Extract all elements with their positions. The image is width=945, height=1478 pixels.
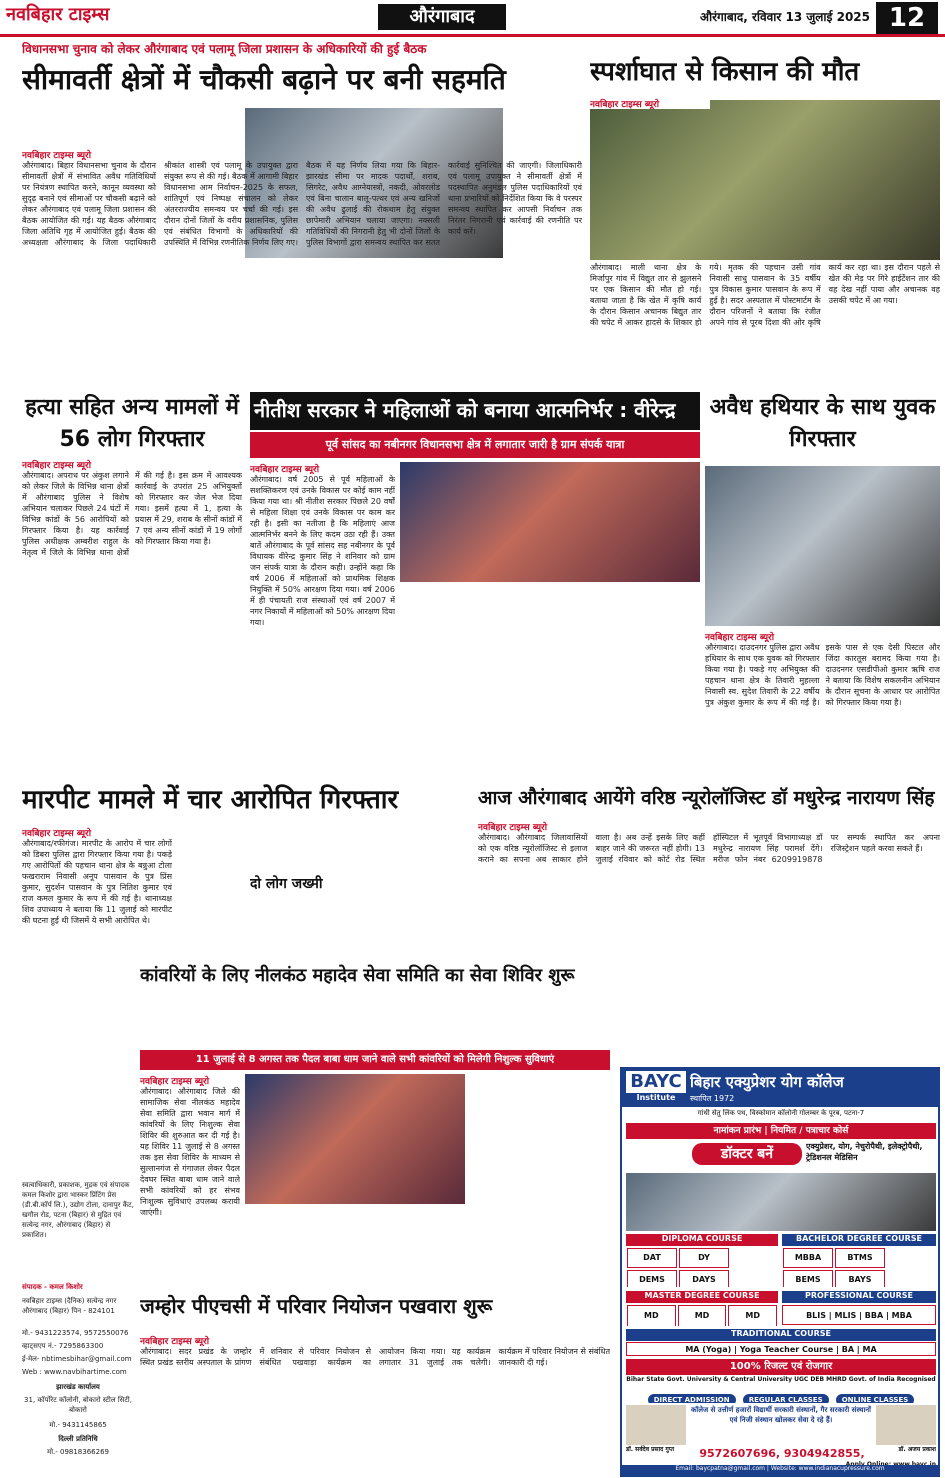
imprint-office-mobile: मो.- 9431145865	[49, 1421, 107, 1429]
story7-subhead: दो लोग जख्मी	[250, 876, 323, 892]
story7-byline: नवबिहार टाइम्स ब्यूरो	[478, 823, 548, 832]
story2-body: औरंगाबाद। माली थाना क्षेत्र के मिर्जापुर गांव में विद्युत तार से झुलसने पर एक किसान की मौत हो गई। बताया जाता है कि खेत में कृषि कार्य के दौरान किसान अचानक बिद्युत तार की चपेट में आकर हादसे के शिकार हो गये। मृतक की पहचान उसी गांव निवासी साधु पासवान के 35 वर्षीय पुत्र विकास कुमार पासवान के रूप में हुई है। सदर अस्पताल में पोस्टमार्टम के दौरान परिजनों ने बताया कि रंजीत अपने गांव से पूरब दिशा की ओर कृषि कार्य कर रहा था। इस दौरान पहले से खेत की मेड़ पर गिरे हाईटेंशन तार की वह देख नहीं पाया और अचानक वह उसकी चपेट में आ गया।	[590, 263, 940, 327]
ad-logo: BAYC	[626, 1071, 686, 1093]
ad-person1: डॉ. सर्वदेव प्रसाद गुप्त	[626, 1446, 675, 1453]
section-tag: औरंगाबाद	[378, 4, 506, 30]
ad-pill: ONLINE CLASSES	[836, 1394, 915, 1403]
story3-body: औरंगाबाद। अपराध पर अंकुश लगाने को लेकर जिले के विभिन्न थाना क्षेत्रों में औरंगाबाद पुलिस ने विशेष अभियान चलाकर पिछले 24 घंटों में विभिन्न कांडों के 56 आरोपियों को गिरफ्तार किया है। यह कार्रवाई पुलिस अधीक्षक अम्बरीश राहुल के नेतृत्व में जिले के विभिन्न थाना क्षेत्रों में की गई है। इस क्रम में आवश्यक कार्रवाई के उपरांत 25 अभियुक्तों को गिरफ्तार कर जेल भेज दिया गया। इसमें हत्या में 1, हत्या के प्रयास में 29, शराब के सीनों कांडों में 7 एवं अन्य सीनों कांडों में 19 लोगों को गिरफ्तार किया गया है।	[22, 471, 242, 557]
ad-pill: REGULAR CLASSES	[743, 1394, 829, 1403]
imprint-text: स्वत्वाधिकारी, प्रकाशक, मुद्रक एवं संपादक कमल किशोर द्वारा भास्कर प्रिंटिंग प्रेस (डी.बी.कॉर्प लि.), उद्योग टोला, दानापुर कैंट, खगौल रोड, पटना (बिहार) से मुद्रित एवं सत्येन्द्र नगर, औरंगाबाद (बिहार) से प्रकाशित।	[22, 1181, 134, 1239]
ad-professional-title: PROFESSIONAL COURSE	[782, 1291, 936, 1303]
story1-body: औरंगाबाद। बिहार विधानसभा चुनाव के दौरान सीमावर्ती क्षेत्रों में संभावित अवैध गतिविधियों पर नियंत्रण स्थापित करने, कानून व्यवस्था को सुदृढ़ बनाने एवं सीमाओं पर चौकसी बढ़ाने को लेकर औरंगाबाद एवं पलामू जिला प्रशासन की बैठक आयोजित की गई। यह बैठक औरंगाबाद जिला अतिथि गृह में आयोजित हुई। बैठक की अध्यक्षता औरंगाबाद के जिला पदाधिकारी श्रीकांत शास्त्री एवं पलामू के उपायुक्त द्वारा संयुक्त रूप से की गई। बैठक में आगामी बिहार विधानसभा आम निर्वाचन-2025 के सफल, शांतिपूर्ण एवं निष्पक्ष संचालन को लेकर अंतरराज्यीय समन्वय पर चर्चा की गई। इस दौरान दोनों जिलों के वरीय प्रशासनिक, पुलिस एवं संबंधित विभागों के अधिकारियों की उपस्थिति में विभिन्न रणनीतिक निर्णय लिए गए। बैठक में यह निर्णय लिया गया कि बिहार-झारखंड सीमा पर मादक पदार्थों, शराब, सिगरेट, अवैध आग्नेयास्त्रों, नकदी, ओवरलोड एवं बिना चालान बालू-पत्थर एवं अन्य खनिजों की अवैध ढुलाई की रोकथाम हेतु संयुक्त छापेमारी अभियान चलाया जाएगा। नक्सली गतिविधियों की निगरानी हेतु भी दोनों जिलों के पुलिस विभागों द्वारा समन्वय स्थापित कर सतत कार्रवाई सुनिश्चित की जाएगी। जिलाधिकारी एवं पलामू उपायुक्त ने सीमावर्ती क्षेत्रों में पदस्थापित अनुमंडल पुलिस पदाधिकारियों एवं थाना प्रभारियों को निर्देशित किया कि वे परस्पर समन्वय स्थापित कर आपसी निर्वाचन तक निरंतर निगरानी एवं कार्रवाई की रणनीति पर कार्य करें।	[22, 161, 582, 247]
story2-headline: स्पर्शाघात से किसान की मौत	[590, 57, 860, 87]
ad-professional: BLIS | MLIS | BBA | MBA	[782, 1305, 936, 1325]
story6-body: औरंगाबाद/रफीगंज। मारपीट के आरोप में चार लोगों को डिबरा पुलिस द्वारा गिरफ्तार किया गया है। पकड़े गए आरोपितों की पहचान थाना क्षेत्र के बन्नुआ टोला फखराराम निवासी अनूप पासवान के पुत्र प्रिंस कुमार, सुदर्शन पासवान के पुत्र नितिश कुमार एवं राज कमल कुमार के रूप में की गई है। थानाध्यक्ष शिव उपाध्याय ने बताया कि 11 जुलाई को मारपीट की घटना हुई थी जिसमें ये सभी आरोपित थे।	[22, 839, 172, 925]
imprint-whatsapp: व्हाट्सएप नं.- 7295863300	[22, 1342, 104, 1350]
story3-byline: नवबिहार टाइम्स ब्यूरो	[22, 461, 92, 470]
ad-diploma-list	[626, 1247, 778, 1287]
imprint-office-address: 31, कॉर्पोरेट कॉलोनी, बोकारो स्टील सिटी, बोकारो	[24, 1396, 132, 1414]
ad-bachelor-list	[782, 1247, 936, 1287]
story2-byline: नवबिहार टाइम्स ब्यूरो	[590, 97, 710, 109]
story1-headline: सीमावर्ती क्षेत्रों में चौकसी बढ़ाने पर बनी सहमति	[22, 63, 506, 96]
ad-address: गांधी सेतु लिंक पथ, विस्कोमान कॉलोनी गोलम्बर के पूरब, पटना-7	[697, 1109, 865, 1117]
ad-bachelor-item: MBBA	[783, 1248, 833, 1268]
ad-email: Email: baycpatna@gmail.com | Website: www.indianacupressure.com	[622, 1465, 938, 1475]
ad-result: 100% रिजल्ट एवं रोजगार	[626, 1359, 936, 1375]
arrest-photo	[705, 466, 940, 626]
ad-logo-sub: Institute	[636, 1093, 676, 1102]
imprint-email: ई-मेल- nbtimesbihar@gmail.com	[22, 1355, 132, 1363]
story4-body: औरंगाबाद। वर्ष 2005 से पूर्व महिलाओं के सशक्तिकरण एवं उनके विकास पर कोई काम नहीं किया गया था। श्री नीतीश सरकार पिछले 20 वर्षों से महिला शिक्षा एवं उनके विकास पर काम कर रही है। इसी का नतीजा है कि महिलाएं आज आत्मनिर्भर बनने के लिए कदम उठा रही हैं। उक्त बातें औरंगाबाद के पूर्व सांसद सह नबीनगर के पूर्व विधायक वीरेन्द्र कुमार सिंह ने शनिवार को ग्राम जन संपर्क यात्रा के दौरान कही। उन्होंने कहा कि वर्ष 2006 में महिलाओं को प्राथमिक शिक्षक नियुक्ति में 50% आरक्षण दिया गया। वर्ष 2006 में ही पंचायती राज संस्थाओं एवं वर्ष 2007 में नगर निकायों में महिलाओं को 50% आरक्षण दिया गया।	[250, 475, 395, 627]
dateline: औरंगाबाद, रविवार 13 जुलाई 2025	[699, 10, 870, 24]
story4-subhead: पूर्व सांसद का नबीनगर विधानसभा क्षेत्र में लगातार जारी है ग्राम संपर्क यात्रा	[250, 432, 700, 458]
ad-diploma-item: DY	[679, 1248, 729, 1268]
camp-photo	[245, 1074, 465, 1204]
story8-subhead: 11 जुलाई से 8 अगस्त तक पैदल बाबा धाम जाने वाले सभी कांवरियों को मिलेगी निशुल्क सुविधाएं	[140, 1050, 610, 1070]
ad-person2: डॉ. अजय प्रकाश	[898, 1446, 936, 1453]
ad-bachelor-item: BTMS	[835, 1248, 885, 1268]
story1-byline: नवबिहार टाइम्स ब्यूरो	[22, 151, 92, 160]
ad-estd: स्थापित 1972	[690, 1094, 735, 1103]
story9-byline: नवबिहार टाइम्स ब्यूरो	[140, 1337, 210, 1346]
imprint-mobile: मो.- 9431223574, 9572550076	[22, 1329, 129, 1337]
ad-title: बिहार एक्युप्रेशर योग कॉलेज	[690, 1073, 844, 1091]
ad-traditional: MA (Yoga) | Yoga Teacher Course | BA | MA	[626, 1342, 936, 1356]
ad-diploma-item: DAYS	[679, 1270, 729, 1287]
story8-byline: नवबिहार टाइम्स ब्यूरो	[140, 1077, 210, 1086]
imprint-address: नवबिहार टाइम्स (दैनिक) सत्येन्द्र नगर औरंगाबाद (बिहार) पिन - 824101	[22, 1297, 117, 1315]
bayc-advertisement	[620, 1067, 940, 1477]
imprint-office: झारखंड कार्यालय	[56, 1383, 100, 1391]
ad-master-item: MD	[728, 1305, 777, 1326]
ad-recognised: Bihar State Govt. University & Central University UGC DEB MHRD Govt. of India Recognised	[626, 1376, 936, 1383]
ad-photos	[626, 1173, 936, 1231]
imprint-delhi: दिल्ली प्रतिनिधि	[58, 1435, 98, 1443]
ad-doctor: डॉक्टर बनें	[692, 1143, 802, 1165]
ad-pills	[626, 1387, 936, 1403]
story8-headline: कांवरियों के लिए नीलकंठ महादेव सेवा समिति का सेवा शिविर शुरू	[140, 965, 575, 986]
story1-kicker: विधानसभा चुनाव को लेकर औरंगाबाद एवं पलामू जिला प्रशासन के अधिकारियों की हुई बैठक	[22, 42, 427, 56]
ad-master-item: MD	[627, 1305, 676, 1326]
story7-body: औरंगाबाद। औरंगाबाद जिलावासियों को एक वरिष्ठ न्यूरोलॉजिस्ट से इलाज कराने का सपना अब साकार होने वाला है। अब उन्हें इसके लिए कहीं बाहर जाने की जरूरत नहीं होगी। 13 जुलाई रविवार को कोर्ट रोड स्थित हॉस्पिटल में भूतपूर्व विभागाध्यक्ष डॉ मधुरेन्द्र नारायण सिंह परामर्श देंगे। मरीज फोन नंबर 6209919878 पर सम्पर्क स्थापित कर अपना रजिस्ट्रेशन पहले करवा सकते हैं।	[478, 833, 940, 864]
ad-bachelor-item: BEMS	[783, 1270, 833, 1287]
rally-photo	[400, 462, 700, 582]
imprint-delhi-mobile: मो.- 09818366269	[47, 1448, 109, 1456]
story7-headline: आज औरंगाबाद आयेंगे वरिष्ठ न्यूरोलॉजिस्ट डॉ मधुरेन्द्र नारायण सिंह	[478, 787, 935, 809]
story4-byline: नवबिहार टाइम्स ब्यूरो	[250, 465, 320, 474]
story9-headline: जम्होर पीएचसी में परिवार नियोजन पखवारा शुरू	[140, 1294, 493, 1318]
ad-master-list	[626, 1304, 778, 1326]
farmer-photo	[590, 100, 940, 260]
ad-bachelor-item: BAYS	[835, 1270, 885, 1287]
story5-byline: नवबिहार टाइम्स ब्यूरो	[705, 633, 775, 642]
story6-headline: मारपीट मामले में चार आरोपित गिरफ्तार	[22, 785, 399, 815]
ad-jobs: कॉलेज से उत्तीर्ण हजारों विद्यार्थी सरकारी संस्थानों, गैर सरकारी संस्थानों एवं निजी संस्थान खोलकर सेवा दे रहे हैं।	[691, 1406, 871, 1424]
page-number: 12	[876, 2, 938, 34]
story3-headline: हत्या सहित अन्य मामलों में 56 लोग गिरफ्तार	[25, 395, 239, 452]
masthead-rule	[0, 34, 945, 37]
ad-traditional-title: TRADITIONAL COURSE	[626, 1329, 936, 1341]
ad-master-title: MASTER DEGREE COURSE	[626, 1291, 778, 1303]
ad-admission: नामांकन प्रारंभ | नियमित / पत्राचार कोर्स	[626, 1123, 936, 1139]
imprint-web: Web : www.navbihartime.com	[22, 1368, 127, 1376]
ad-phones: 9572607696, 9304942855,	[699, 1447, 865, 1460]
ad-diploma-item: DEMS	[627, 1270, 677, 1287]
story5-body: औरंगाबाद। दाउदनगर पुलिस द्वारा अवैध हथियार के साथ एक युवक को गिरफ्तार किया गया है। पकड़े गए अभियुक्त की पहचान थाना क्षेत्र के तिवारी मुहल्ला निवासी स्व. सुदेश तिवारी के 22 वर्षीय पुत्र अंकुश कुमार के रूप में की गई है। इसके पास से एक देसी पिस्टल और जिंदा कारतूस बरामद किया गया है। दाउदनगर एसडीपीओ कुमार ऋषि राज ने बताया कि विशेष सकलनीन अभियान के दौरान सूचना के आधार पर आरोपित को गिरफ्तार किया गया है।	[705, 643, 940, 707]
imprint-editor: संपादक - कमल किशोर	[22, 1283, 83, 1291]
ad-pill: DIRECT ADMISSION	[648, 1394, 736, 1403]
story9-body: औरंगाबाद। सदर प्रखंड के जम्होर स्थित प्रखंड स्तरीय अस्पताल के प्रांगण में शनिवार से परिवार नियोजन से संबंधित पखवाड़ा कार्यक्रम का आयोजन किया गया। यह कार्यक्रम लगातार 31 जुलाई तक चलेगी। कार्यक्रम में परिवार नियोजन से संबंधित जानकारी दी गई।	[140, 1347, 610, 1367]
ad-diploma-title: DIPLOMA COURSE	[626, 1234, 778, 1246]
ad-therapies: एक्युप्रेशर, योग, नेचुरोपैथी, इलेक्ट्रोपैथी, ट्रेडिशनल मेडिसिन	[806, 1142, 923, 1162]
story8-body: औरंगाबाद। औरंगाबाद जिले की सामाजिक सेवा नीलकंठ महादेव सेवा समिति द्वारा भवान मार्ग में कांवरियों के लिए निःशुल्क सेवा शिविर की शुरुआत कर दी गई है। यह शिविर 11 जुलाई से 8 अगस्त तक इस सेवा शिविर के माध्यम से सुल्तानगंज से गंगाजल लेकर पैदल देवघर स्थित बाबा धाम जाने वाले सभी कांवरियों को हर संभव निःशुल्क सुविधाएं उपलब्ध करायी जाएंगी।	[140, 1087, 240, 1217]
ad-bachelor-title: BACHELOR DEGREE COURSE	[782, 1234, 936, 1246]
story4-headline: नीतीश सरकार ने महिलाओं को बनाया आत्मनिर्भर : वीरेन्द्र	[250, 392, 700, 430]
ad-master-item: MD	[678, 1305, 727, 1326]
story5-headline: अवैध हथियार के साथ युवक गिरफ्तार	[709, 395, 936, 452]
ad-diploma-item: DAT	[627, 1248, 677, 1268]
paper-name: नवबिहार टाइम्स	[0, 0, 200, 30]
ad-header	[622, 1069, 938, 1107]
ad-person2-photo	[876, 1405, 936, 1445]
ad-person1-photo	[626, 1405, 686, 1445]
story6-byline: नवबिहार टाइम्स ब्यूरो	[22, 829, 92, 838]
